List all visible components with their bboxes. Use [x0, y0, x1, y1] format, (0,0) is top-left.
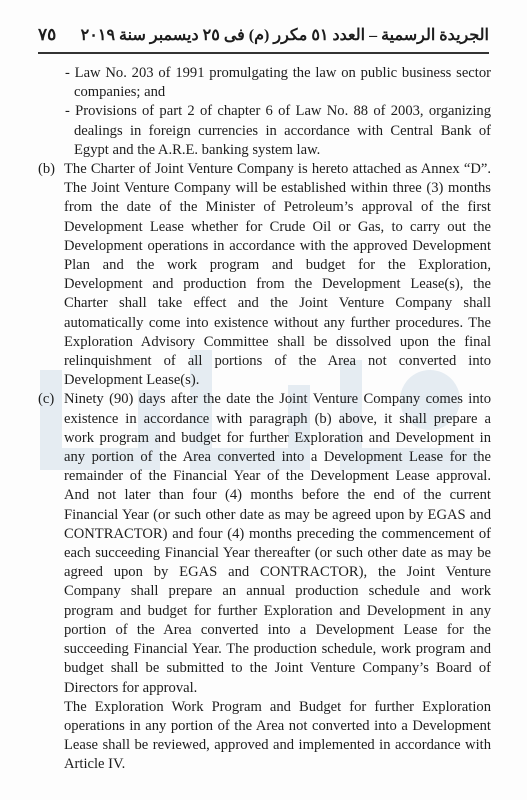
- paragraph-c-continuation: The Exploration Work Program and Budget for further Exploration operations in any portion of the Area not converted into a Development Lease shall be reviewed, approved and implemented in accordance with Article IV.: [64, 698, 491, 773]
- paragraph-c-text: Ninety (90) days after the date the Joint Venture Company comes into existence in accordance with paragraph (b) above, it shall prepare a work program and budget for further Exploration and Development in any portion of the Area converted into a Development Lease for the remainder of the Financial Year of the Development Lease approval. And not later than four (4) months before the end of the current Financial Year (or such other date as may be agreed upon by EGAS and CONTRACTOR) and four (4) months preceding the commencement of each succeeding Financial Year thereafter (or such other date as may be agreed upon by EGAS and CONTRACTOR), the Joint Venture Company shall prepare an annual production schedule and work program and budget for further Exploration and Development in any portion of the Area converted into a Development Lease for the succeeding Financial Year. The production schedule, work program and budget shall be submitted to the Joint Venture Company’s Board of Directors for approval.: [64, 391, 491, 696]
- paragraph-c: [38, 390, 491, 697]
- page-body: [38, 64, 491, 775]
- bullet-law-203: - Law No. 203 of 1991 promulgating the law on public business sector companies; and: [65, 65, 491, 101]
- page-header: [38, 22, 489, 48]
- page-number: ٧٥: [38, 25, 57, 44]
- bullet-law-88: - Provisions of part 2 of chapter 6 of Law No. 88 of 2003, organizing dealings in foreign currencies in accordance with Central Bank of Egypt and the A.R.E. banking system law.: [65, 103, 491, 158]
- paragraph-b-text: The Charter of Joint Venture Company is hereto attached as Annex “D”. The Joint Venture Company will be established within three (3) months from the date of the Minister of Petroleum’s approval of the first Development Lease whether for Crude Oil or Gas, to carry out the Development operations in accordance with the approved Development Plan and the work program and budget for the Exploration, Development and production from the Development Lease(s), the Charter shall take effect and the Joint Venture Company shall automatically come into existence without any further procedures. The Exploration Advisory Committee shall be dissolved upon the final relinquishment of all portions of the Area not converted into Development Lease(s).: [64, 161, 491, 389]
- paragraph-c-label: (c): [38, 391, 55, 408]
- paragraph-b-label: (b): [38, 161, 56, 178]
- paragraph-b: [38, 160, 491, 390]
- header-rule: [38, 52, 489, 54]
- gazette-title: الجريدة الرسمية – العدد ٥١ مكرر (م) فى ٢٥ ديسمبر سنة ٢٠١٩: [80, 27, 489, 44]
